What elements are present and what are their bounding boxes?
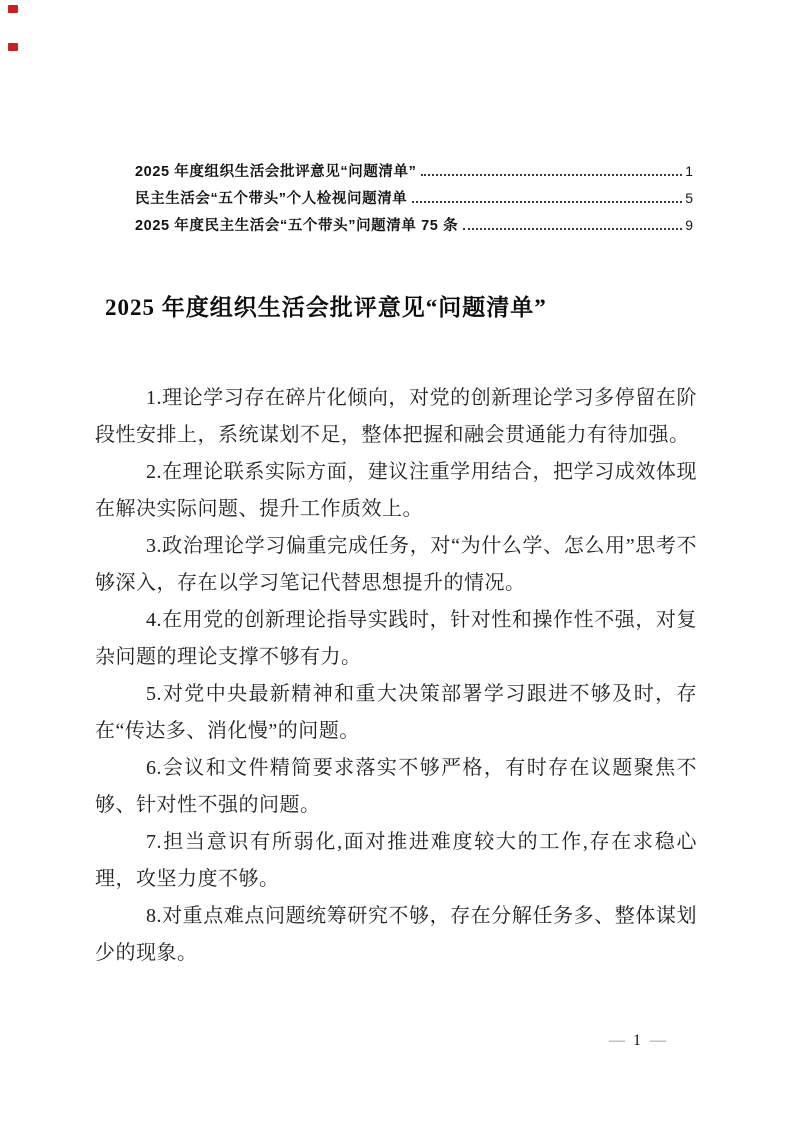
body-paragraph: 8.对重点难点问题统筹研究不够，存在分解任务多、整体谋划少的现象。 bbox=[95, 905, 697, 964]
toc-entry-label: 2025 年度民主生活会“五个带头”问题清单 75 条 bbox=[135, 218, 459, 234]
toc-entry[interactable] bbox=[135, 212, 693, 239]
table-of-contents bbox=[135, 158, 693, 239]
red-artifact-mark-2 bbox=[8, 43, 18, 51]
toc-entry-page-number: 5 bbox=[685, 190, 693, 206]
body-paragraph: 3.政治理论学习偏重完成任务，对“为什么学、怎么用”思考不够深入，存在以学习笔记代替思想提升的情况。 bbox=[95, 535, 697, 594]
toc-entry-label: 2025 年度组织生活会批评意见“问题清单” bbox=[135, 164, 417, 180]
toc-entry[interactable] bbox=[135, 185, 693, 212]
toc-entry-page-number: 1 bbox=[685, 163, 693, 179]
body-paragraph: 2.在理论联系实际方面，建议注重学用结合，把学习成效体现在解决实际问题、提升工作质效上。 bbox=[95, 461, 697, 520]
footer-dash-left: — bbox=[609, 1032, 624, 1049]
body-paragraph: 7.担当意识有所弱化,面对推进难度较大的工作,存在求稳心理，攻坚力度不够。 bbox=[95, 831, 697, 890]
body-paragraph: 4.在用党的创新理论指导实践时，针对性和操作性不强，对复杂问题的理论支撑不够有力。 bbox=[95, 609, 697, 668]
footer-page-number: 1 bbox=[633, 1032, 641, 1049]
page-footer bbox=[595, 1031, 679, 1051]
document-title: 2025 年度组织生活会批评意见“问题清单” bbox=[105, 295, 547, 320]
body-paragraph: 6.会议和文件精简要求落实不够严格，有时存在议题聚焦不够、针对性不强的问题。 bbox=[95, 757, 697, 816]
document-body bbox=[95, 380, 697, 972]
toc-entry-label: 民主生活会“五个带头”个人检视问题清单 bbox=[135, 191, 408, 207]
footer-dash-right: — bbox=[650, 1032, 665, 1049]
body-paragraph: 1.理论学习存在碎片化倾向，对党的创新理论学习多停留在阶段性安排上，系统谋划不足，整体把握和融会贯通能力有待加强。 bbox=[95, 387, 697, 446]
toc-entry-page-number: 9 bbox=[685, 217, 693, 233]
toc-dot-leader bbox=[412, 201, 682, 203]
toc-entry[interactable] bbox=[135, 158, 693, 185]
toc-dot-leader bbox=[463, 228, 682, 230]
body-paragraph: 5.对党中央最新精神和重大决策部署学习跟进不够及时，存在“传达多、消化慢”的问题。 bbox=[95, 683, 697, 742]
red-artifact-mark-1 bbox=[8, 5, 18, 13]
toc-dot-leader bbox=[421, 174, 682, 176]
